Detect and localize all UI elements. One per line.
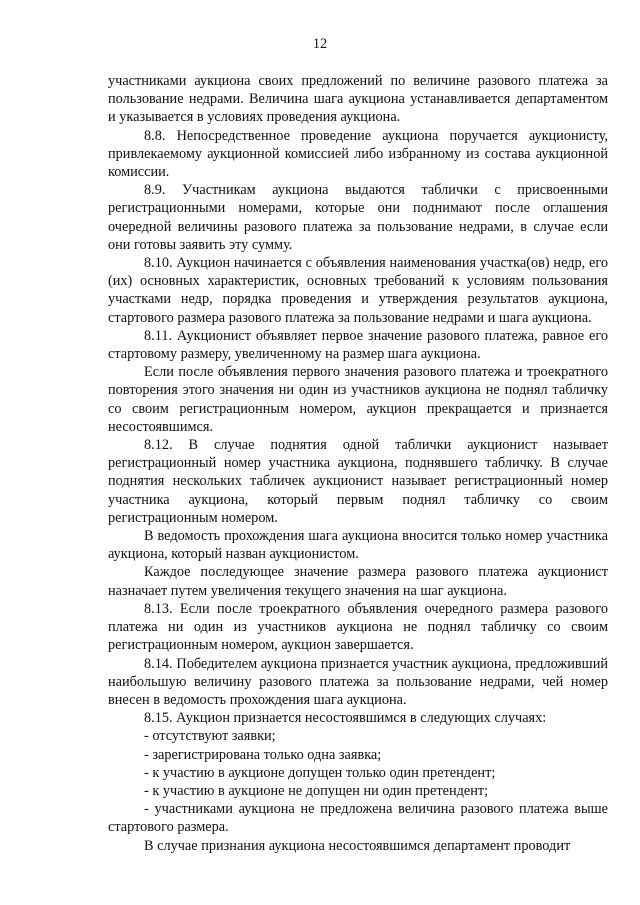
paragraph: - участниками аукциона не предложена величина разового платежа выше стартового размера.: [108, 801, 608, 836]
paragraph: 8.8. Непосредственное проведение аукциона поручается аукционисту, привлекаемому аукционной комиссией либо избранному из состава аукционной комиссии.: [108, 127, 608, 181]
paragraph: 8.9. Участникам аукциона выдаются таблички с присвоенными регистрационными номерами, которые они поднимают после оглашения очередной величины разового платежа за пользование недрами, в случае если они готовы заявить эту сумму.: [108, 182, 608, 253]
paragraph: - к участию в аукционе не допущен ни один претендент;: [144, 782, 489, 799]
paragraph: 8.13. Если после троекратного объявления очередного размера разового платежа ни один из участников аукциона не поднял табличку со своим регистрационным номером, аукцион завершается.: [108, 600, 608, 654]
paragraph: 8.14. Победителем аукциона признается участник аукциона, предложивший наибольшую величину разового платежа за пользование недрами, чей номер внесен в ведомость прохождения шага аукциона.: [108, 655, 608, 708]
paragraph: - зарегистрирована только одна заявка;: [144, 746, 382, 763]
paragraph: Каждое последующее значение размера разового платежа аукционист назначает путем увеличения текущего значения на шаг аукциона.: [108, 564, 608, 599]
paragraph: Если после объявления первого значения разового платежа и троекратного повторения этого значения ни один из участников аукциона не поднял табличку со своим регистрационным номером, аукцион прекращается и признается несостоявшимся.: [108, 364, 608, 435]
paragraph: - к участию в аукционе допущен только один претендент;: [144, 764, 496, 781]
paragraph: 8.15. Аукцион признается несостоявшимся в следующих случаях:: [144, 710, 547, 727]
document-body: [108, 72, 608, 855]
paragraph: 8.10. Аукцион начинается с объявления наименования участка(ов) недр, его (их) основных характеристик, основных требований к условиям пользования участками недр, порядка проведения и утверждения результатов аукциона, стартового размера разового платежа за пользование недрами и шага аукциона.: [108, 255, 608, 326]
page-number: 12: [312, 36, 328, 52]
paragraph: 8.12. В случае поднятия одной таблички аукционист называет регистрационный номер участника аукциона, поднявшего табличку. В случае поднятия нескольких табличек аукционист называет регистрационный номер участника аукциона, который первым поднял табличку со своим регистрационным номером.: [108, 437, 608, 526]
paragraph: В ведомость прохождения шага аукциона вносится только номер участника аукциона, который назван аукционистом.: [108, 528, 608, 563]
paragraph: участниками аукциона своих предложений по величине разового платежа за пользование недрами. Величина шага аукциона устанавливается департаментом и указывается в условиях проведения аукциона.: [108, 73, 608, 126]
paragraph: В случае признания аукциона несостоявшимся департамент проводит: [144, 837, 571, 854]
paragraph: 8.11. Аукционист объявляет первое значение разового платежа, равное его стартовому размеру, увеличенному на размер шага аукциона.: [108, 327, 608, 363]
paragraph: - отсутствуют заявки;: [144, 728, 276, 745]
